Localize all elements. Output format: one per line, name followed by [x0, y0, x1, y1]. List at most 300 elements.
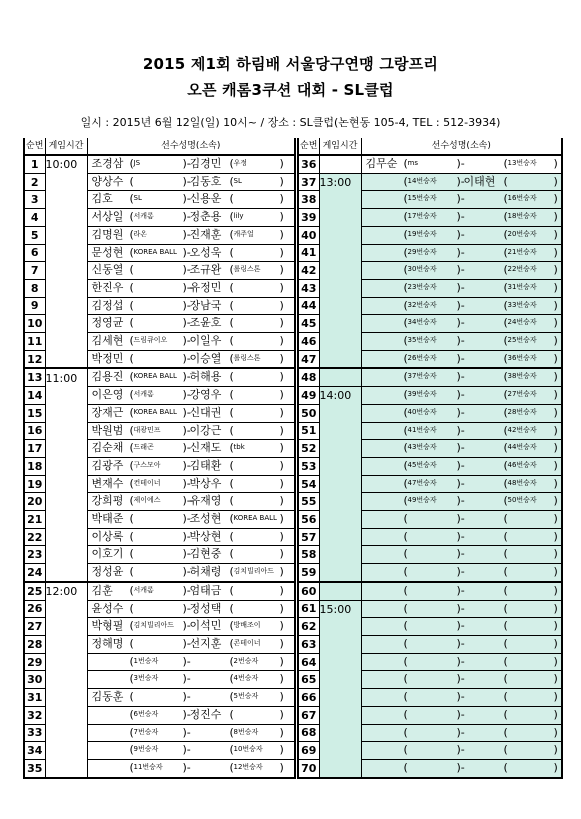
player1-name: 윤성수 — [91, 601, 124, 615]
players-cell — [361, 422, 562, 440]
table-row — [298, 475, 562, 493]
close-paren: ) — [279, 458, 284, 472]
open-paren: ( — [229, 458, 234, 472]
open-paren: ( — [229, 760, 234, 774]
players-cell — [361, 706, 562, 724]
close-paren-dash: )- — [456, 351, 465, 365]
match-number: 29 — [24, 653, 45, 671]
table-row — [298, 155, 562, 173]
player2-name: 장남국 — [189, 298, 222, 312]
open-paren: ( — [503, 547, 508, 561]
game-time — [319, 262, 361, 280]
close-paren-dash: )- — [182, 370, 191, 384]
player1-affiliation: 서캐롬 — [133, 212, 154, 221]
event-info: 일시 : 2015년 6월 12일(일) 10시~ / 장소 : SL클럽(논현동 105-4, TEL : 512-3934) — [80, 116, 501, 129]
player1-affiliation: 컨테이너 — [133, 478, 161, 487]
player1-name: 한진우 — [91, 280, 124, 294]
player1-affiliation: 서캐롬 — [133, 585, 154, 594]
player2-affiliation: 8번승자 — [233, 727, 259, 736]
game-time — [45, 226, 87, 244]
players-cell — [87, 457, 295, 475]
player2-affiliation: 24번승자 — [507, 318, 537, 327]
close-paren: ) — [279, 210, 284, 224]
close-paren-dash: )- — [182, 760, 191, 774]
open-paren: ( — [403, 583, 408, 597]
player2-name: 이승열 — [189, 351, 222, 365]
match-number: 28 — [24, 635, 45, 653]
players-cell — [87, 350, 295, 368]
close-paren-dash: )- — [182, 298, 191, 312]
match-number: 50 — [298, 404, 319, 422]
game-time — [45, 350, 87, 368]
close-paren-dash: )- — [456, 601, 465, 615]
close-paren: ) — [553, 441, 558, 455]
game-time — [319, 297, 361, 315]
player2-name: 조규완 — [189, 263, 222, 277]
table-row — [24, 279, 295, 297]
players-cell — [361, 689, 562, 707]
close-paren-dash: )- — [456, 458, 465, 472]
match-number: 58 — [298, 546, 319, 564]
game-time — [319, 582, 361, 600]
table-row — [298, 422, 562, 440]
close-paren: ) — [553, 512, 558, 526]
match-number: 65 — [298, 671, 319, 689]
match-number: 12 — [24, 350, 45, 368]
close-paren: ) — [279, 601, 284, 615]
close-paren: ) — [279, 263, 284, 277]
table-row — [298, 528, 562, 546]
players-cell — [361, 671, 562, 689]
close-paren: ) — [553, 370, 558, 384]
table-row — [298, 582, 562, 600]
open-paren: ( — [403, 636, 408, 650]
table-row — [24, 653, 295, 671]
open-paren: ( — [503, 192, 508, 206]
player1-affiliation: 37번승자 — [407, 372, 437, 381]
game-time — [45, 404, 87, 422]
match-number: 32 — [24, 706, 45, 724]
match-number: 48 — [298, 368, 319, 386]
game-time — [45, 440, 87, 458]
game-time: 13:00 — [319, 173, 361, 191]
players-cell — [361, 546, 562, 564]
player2-name: 박상우 — [189, 476, 222, 490]
game-time — [45, 635, 87, 653]
game-time — [319, 724, 361, 742]
close-paren-dash: )- — [182, 458, 191, 472]
table-row — [24, 582, 295, 600]
game-time — [319, 511, 361, 529]
table-row — [298, 724, 562, 742]
open-paren: ( — [229, 547, 234, 561]
table-row — [298, 315, 562, 333]
open-paren: ( — [129, 512, 134, 526]
players-cell — [361, 350, 562, 368]
table-row — [298, 671, 562, 689]
close-paren: ) — [279, 351, 284, 365]
close-paren: ) — [279, 441, 284, 455]
open-paren: ( — [129, 441, 134, 455]
player1-name: 조경삼 — [91, 157, 124, 170]
open-paren: ( — [503, 370, 508, 384]
match-number: 13 — [24, 368, 45, 386]
open-paren: ( — [129, 494, 134, 508]
open-paren: ( — [403, 458, 408, 472]
player2-affiliation: 42번승자 — [507, 425, 537, 434]
open-paren: ( — [503, 298, 508, 312]
table-row — [24, 600, 295, 618]
match-number: 1 — [24, 155, 45, 173]
game-time — [45, 742, 87, 760]
close-paren: ) — [279, 547, 284, 561]
header-no: 순번 — [298, 138, 319, 155]
open-paren: ( — [503, 707, 508, 721]
open-paren: ( — [403, 707, 408, 721]
player1-affiliation: 34번승자 — [407, 318, 437, 327]
close-paren-dash: )- — [182, 388, 191, 402]
close-paren: ) — [553, 210, 558, 224]
player2-name: 이일우 — [189, 334, 222, 348]
player1-affiliation: 라온 — [133, 229, 148, 238]
players-cell — [361, 333, 562, 351]
close-paren-dash: )- — [182, 192, 191, 206]
players-cell — [87, 759, 295, 777]
players-cell — [87, 262, 295, 280]
table-row — [24, 315, 295, 333]
close-paren: ) — [279, 690, 284, 704]
player2-affiliation: 21번승자 — [507, 247, 537, 256]
player2-name: 허해용 — [189, 370, 222, 384]
open-paren: ( — [503, 672, 508, 686]
player1-name: 박형필 — [91, 619, 124, 633]
player1-affiliation: 15번승자 — [407, 194, 437, 203]
header-players: 선수성명(소속) — [361, 138, 562, 155]
close-paren-dash: )- — [182, 654, 191, 668]
open-paren: ( — [503, 423, 508, 437]
open-paren: ( — [503, 565, 508, 579]
match-number: 8 — [24, 279, 45, 297]
open-paren: ( — [503, 388, 508, 402]
player2-name: 조성현 — [189, 512, 222, 526]
header-players: 선수성명(소속) — [87, 138, 295, 155]
match-number: 24 — [24, 564, 45, 582]
match-number: 56 — [298, 511, 319, 529]
player1-name: 변재수 — [91, 476, 124, 490]
table-row — [24, 350, 295, 368]
open-paren: ( — [129, 565, 134, 579]
close-paren-dash: )- — [182, 636, 191, 650]
player2-name: 선지훈 — [189, 636, 222, 650]
close-paren: ) — [553, 351, 558, 365]
table-row — [298, 689, 562, 707]
match-number: 37 — [298, 173, 319, 191]
open-paren: ( — [129, 227, 134, 241]
game-time — [45, 244, 87, 262]
open-paren: ( — [229, 370, 234, 384]
player2-affiliation: SL — [233, 176, 242, 185]
player1-name: 문성현 — [91, 245, 124, 259]
table-row — [298, 511, 562, 529]
player2-affiliation: 36번승자 — [507, 353, 537, 362]
player2-affiliation: 13번승자 — [507, 159, 537, 167]
close-paren: ) — [553, 743, 558, 757]
close-paren: ) — [553, 583, 558, 597]
open-paren: ( — [403, 334, 408, 348]
match-number: 62 — [298, 618, 319, 636]
open-paren: ( — [129, 743, 134, 757]
table-row — [24, 671, 295, 689]
match-number: 63 — [298, 635, 319, 653]
close-paren-dash: )- — [456, 725, 465, 739]
open-paren: ( — [403, 725, 408, 739]
close-paren-dash: )- — [456, 405, 465, 419]
close-paren-dash: )- — [456, 280, 465, 294]
close-paren: ) — [553, 280, 558, 294]
game-time — [319, 759, 361, 777]
player1-affiliation: 구스모아 — [133, 460, 161, 469]
game-time — [319, 279, 361, 297]
close-paren-dash: )- — [182, 227, 191, 241]
player1-name: 박태준 — [91, 512, 124, 526]
match-number: 22 — [24, 528, 45, 546]
open-paren: ( — [129, 245, 134, 259]
open-paren: ( — [403, 743, 408, 757]
open-paren: ( — [229, 512, 234, 526]
players-cell — [87, 226, 295, 244]
open-paren: ( — [503, 174, 508, 188]
open-paren: ( — [229, 672, 234, 686]
match-number: 7 — [24, 262, 45, 280]
open-paren: ( — [129, 370, 134, 384]
open-paren: ( — [229, 476, 234, 490]
player2-name: 허채령 — [189, 565, 222, 579]
player2-affiliation: 방배조이 — [233, 621, 261, 630]
close-paren: ) — [553, 565, 558, 579]
close-paren: ) — [279, 512, 284, 526]
players-cell — [87, 333, 295, 351]
player1-name: 김용진 — [91, 370, 124, 384]
close-paren-dash: )- — [182, 725, 191, 739]
open-paren: ( — [129, 405, 134, 419]
players-cell — [87, 493, 295, 511]
table-row — [298, 173, 562, 191]
open-paren: ( — [129, 583, 134, 597]
open-paren: ( — [229, 210, 234, 224]
table-row — [298, 564, 562, 582]
close-paren: ) — [279, 743, 284, 757]
players-cell — [87, 191, 295, 209]
close-paren-dash: )- — [456, 334, 465, 348]
close-paren-dash: )- — [456, 512, 465, 526]
close-paren: ) — [279, 227, 284, 241]
close-paren-dash: )- — [456, 227, 465, 241]
close-paren: ) — [553, 263, 558, 277]
close-paren: ) — [279, 494, 284, 508]
close-paren-dash: )- — [456, 672, 465, 686]
close-paren-dash: )- — [182, 405, 191, 419]
close-paren-dash: )- — [182, 494, 191, 508]
player1-affiliation: JS — [133, 159, 141, 167]
open-paren: ( — [403, 174, 408, 188]
players-cell — [87, 279, 295, 297]
player2-affiliation: 2번승자 — [233, 656, 259, 665]
match-number: 60 — [298, 582, 319, 600]
players-cell — [87, 724, 295, 742]
close-paren-dash: )- — [182, 316, 191, 330]
player2-affiliation: 우정 — [233, 159, 248, 167]
player2-name: 강영우 — [189, 388, 222, 402]
table-row — [298, 226, 562, 244]
table-row — [298, 493, 562, 511]
close-paren-dash: )- — [456, 476, 465, 490]
game-time: 11:00 — [45, 368, 87, 386]
close-paren-dash: )- — [456, 529, 465, 543]
open-paren: ( — [503, 619, 508, 633]
close-paren-dash: )- — [182, 263, 191, 277]
close-paren: ) — [279, 619, 284, 633]
game-time — [319, 653, 361, 671]
table-row — [298, 191, 562, 209]
game-time: 15:00 — [319, 600, 361, 618]
open-paren: ( — [129, 707, 134, 721]
game-time — [45, 422, 87, 440]
open-paren: ( — [503, 654, 508, 668]
players-cell — [87, 742, 295, 760]
player1-affiliation: 드림큐이오 — [133, 336, 168, 345]
open-paren: ( — [229, 351, 234, 365]
open-paren: ( — [503, 494, 508, 508]
open-paren: ( — [403, 441, 408, 455]
open-paren: ( — [403, 760, 408, 774]
open-paren: ( — [129, 601, 134, 615]
player2-affiliation: 22번승자 — [507, 265, 537, 274]
player1-affiliation: 30번승자 — [407, 265, 437, 274]
player1-affiliation: 김치빌리아드 — [133, 621, 175, 630]
open-paren: ( — [229, 423, 234, 437]
players-cell — [87, 564, 295, 582]
open-paren: ( — [403, 690, 408, 704]
player2-affiliation: 20번승자 — [507, 229, 537, 238]
player1-affiliation: 서캐롬 — [133, 390, 154, 399]
close-paren-dash: )- — [182, 512, 191, 526]
table-row — [24, 742, 295, 760]
players-cell — [361, 368, 562, 386]
table-row — [298, 404, 562, 422]
player1-affiliation: 26번승자 — [407, 353, 437, 362]
match-number: 67 — [298, 706, 319, 724]
close-paren-dash: )- — [182, 210, 191, 224]
open-paren: ( — [229, 263, 234, 277]
players-cell — [87, 546, 295, 564]
players-cell — [361, 440, 562, 458]
game-time — [45, 173, 87, 191]
match-number: 45 — [298, 315, 319, 333]
open-paren: ( — [403, 298, 408, 312]
close-paren: ) — [553, 494, 558, 508]
close-paren: ) — [279, 245, 284, 259]
close-paren: ) — [553, 316, 558, 330]
game-time — [45, 475, 87, 493]
open-paren: ( — [129, 316, 134, 330]
close-paren: ) — [279, 707, 284, 721]
open-paren: ( — [403, 192, 408, 206]
players-cell — [361, 582, 562, 600]
player1-affiliation: 17번승자 — [407, 212, 437, 221]
game-time — [319, 671, 361, 689]
open-paren: ( — [229, 619, 234, 633]
table-row — [24, 297, 295, 315]
game-time — [45, 546, 87, 564]
player2-affiliation: 캐주얼 — [233, 229, 254, 238]
table-row — [298, 618, 562, 636]
open-paren: ( — [229, 441, 234, 455]
players-cell — [87, 511, 295, 529]
players-cell — [361, 315, 562, 333]
header-time: 게임시간 — [319, 138, 361, 155]
open-paren: ( — [229, 192, 234, 206]
match-number: 57 — [298, 528, 319, 546]
header-time: 게임시간 — [45, 138, 87, 155]
player1-affiliation: 19번승자 — [407, 229, 437, 238]
game-time — [45, 209, 87, 227]
close-paren: ) — [553, 529, 558, 543]
close-paren-dash: )- — [456, 245, 465, 259]
match-number: 51 — [298, 422, 319, 440]
players-cell — [87, 368, 295, 386]
player1-name: 정영균 — [91, 316, 124, 330]
open-paren: ( — [229, 583, 234, 597]
game-time — [319, 368, 361, 386]
open-paren: ( — [129, 298, 134, 312]
player1-name: 김정섭 — [91, 298, 124, 312]
open-paren: ( — [129, 174, 134, 188]
open-paren: ( — [503, 529, 508, 543]
table-row — [24, 333, 295, 351]
player1-affiliation: 41번승자 — [407, 425, 437, 434]
close-paren: ) — [553, 423, 558, 437]
open-paren: ( — [129, 529, 134, 543]
game-time — [45, 724, 87, 742]
match-number: 44 — [298, 297, 319, 315]
game-time — [45, 493, 87, 511]
close-paren: ) — [279, 423, 284, 437]
open-paren: ( — [129, 547, 134, 561]
players-cell — [361, 635, 562, 653]
open-paren: ( — [403, 619, 408, 633]
game-time: 10:00 — [45, 155, 87, 173]
player1-affiliation: 7번승자 — [133, 727, 159, 736]
close-paren-dash: )- — [182, 601, 191, 615]
table-row — [24, 635, 295, 653]
close-paren: ) — [553, 245, 558, 259]
open-paren: ( — [229, 601, 234, 615]
player2-affiliation: lily — [233, 212, 244, 221]
open-paren: ( — [403, 316, 408, 330]
player1-affiliation: 23번승자 — [407, 282, 437, 291]
match-number: 10 — [24, 315, 45, 333]
player2-name: 진재훈 — [189, 227, 222, 241]
player1-affiliation: 43번승자 — [407, 443, 437, 452]
table-row — [298, 262, 562, 280]
close-paren-dash: )- — [456, 636, 465, 650]
open-paren: ( — [403, 565, 408, 579]
open-paren: ( — [503, 760, 508, 774]
close-paren: ) — [553, 334, 558, 348]
game-time — [45, 689, 87, 707]
match-number: 54 — [298, 475, 319, 493]
player1-affiliation: 32번승자 — [407, 300, 437, 309]
